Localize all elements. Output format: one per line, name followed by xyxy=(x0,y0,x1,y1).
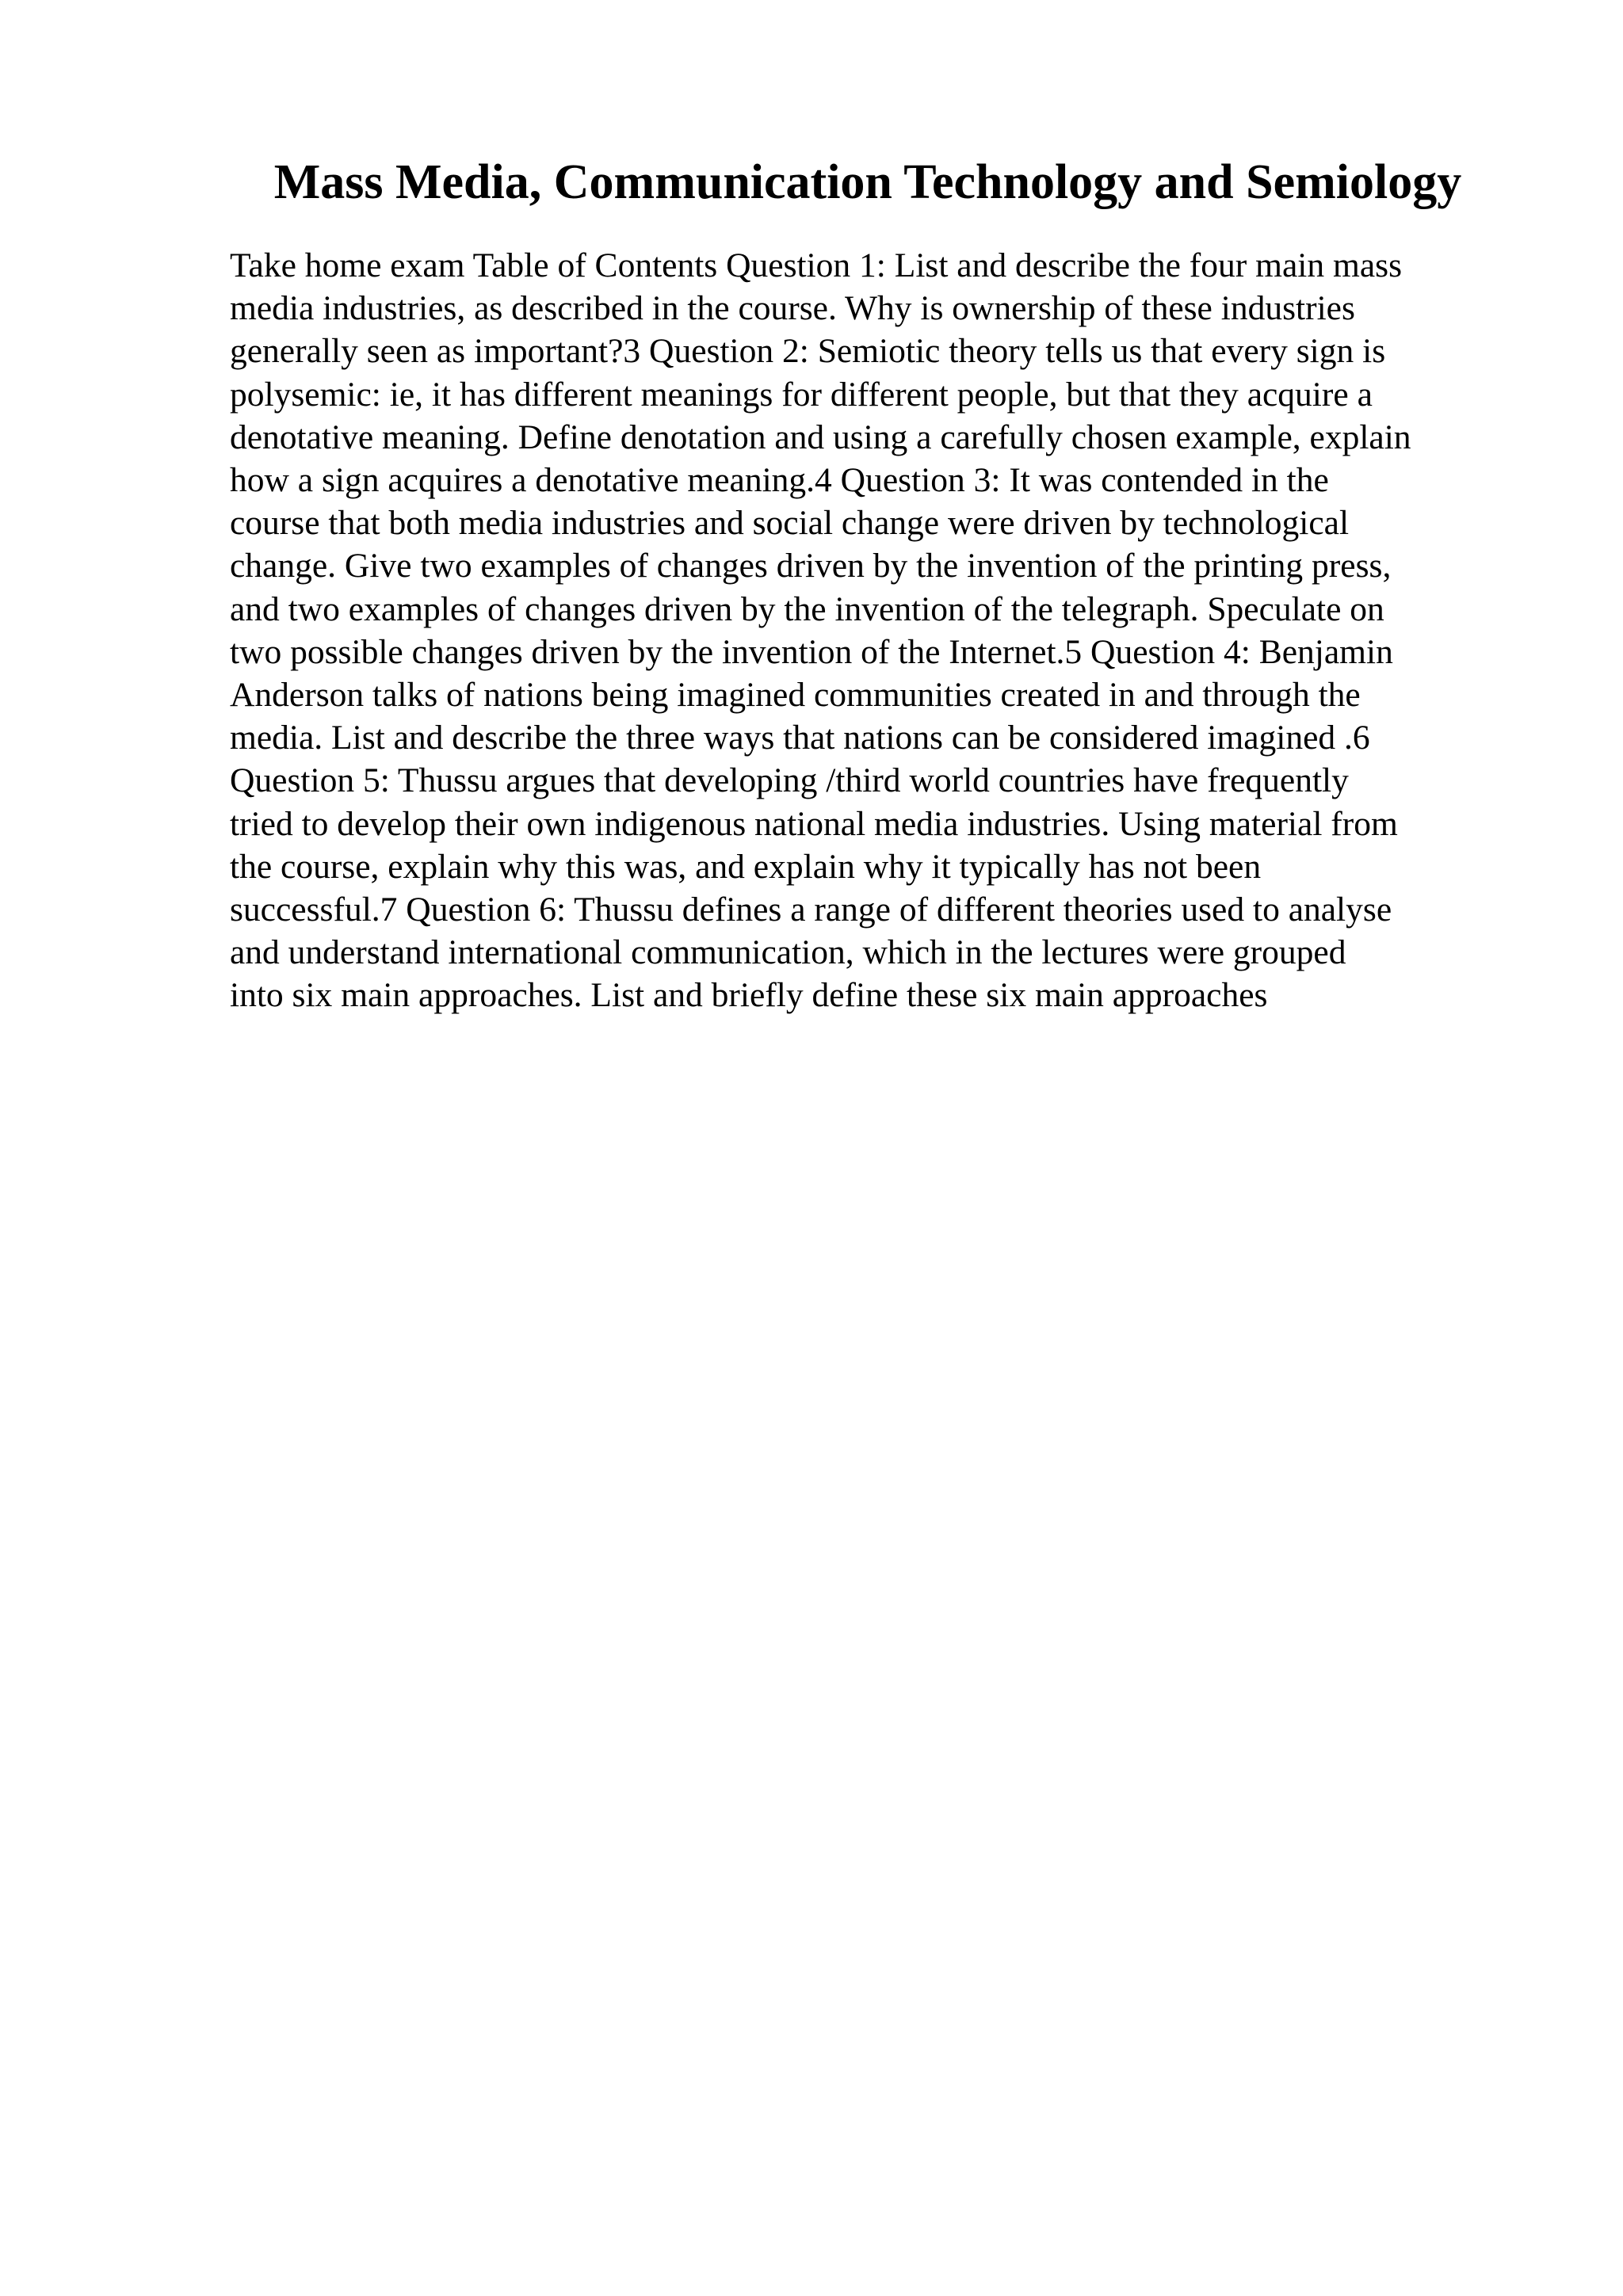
body-line: Take home exam Table of Contents Question 1: List and describe the four main mass xyxy=(230,246,1402,284)
body-line: two possible changes driven by the invention of the Internet.5 Question 4: Benjamin xyxy=(230,632,1393,671)
body-line: polysemic: ie, it has different meanings for different people, but that they acquire a xyxy=(230,375,1373,414)
body-line: media industries, as described in the course. Why is ownership of these industries xyxy=(230,289,1355,328)
body-line: and two examples of changes driven by the invention of the telegraph. Speculate on xyxy=(230,589,1384,628)
body-line: how a sign acquires a denotative meaning.4 Question 3: It was contended in the xyxy=(230,461,1329,500)
body-line: denotative meaning. Define denotation and using a carefully chosen example, explain xyxy=(230,418,1411,456)
body-line: into six main approaches. List and briefly define these six main approaches xyxy=(230,976,1268,1015)
body-line: successful.7 Question 6: Thussu defines a range of different theories used to analyse xyxy=(230,891,1392,929)
body-line: course that both media industries and social change were driven by technological xyxy=(230,504,1350,543)
body-line: change. Give two examples of changes driven by the invention of the printing press, xyxy=(230,547,1392,585)
body-line: generally seen as important?3 Question 2: Semiotic theory tells us that every sign is xyxy=(230,332,1386,371)
body-line: Anderson talks of nations being imagined communities created in and through the xyxy=(230,676,1361,715)
document-title: Mass Media, Communication Technology and Semiology xyxy=(273,155,1462,209)
body-line: the course, explain why this was, and explain why it typically has not been xyxy=(230,847,1262,886)
body-paragraph xyxy=(230,244,1514,1017)
body-line: media. List and describe the three ways that nations can be considered imagined .6 xyxy=(230,719,1370,757)
body-line: Question 5: Thussu argues that developing /third world countries have frequently xyxy=(230,761,1349,800)
body-line: tried to develop their own indigenous national media industries. Using material from xyxy=(230,804,1398,843)
body-line: and understand international communication, which in the lectures were grouped xyxy=(230,933,1346,972)
